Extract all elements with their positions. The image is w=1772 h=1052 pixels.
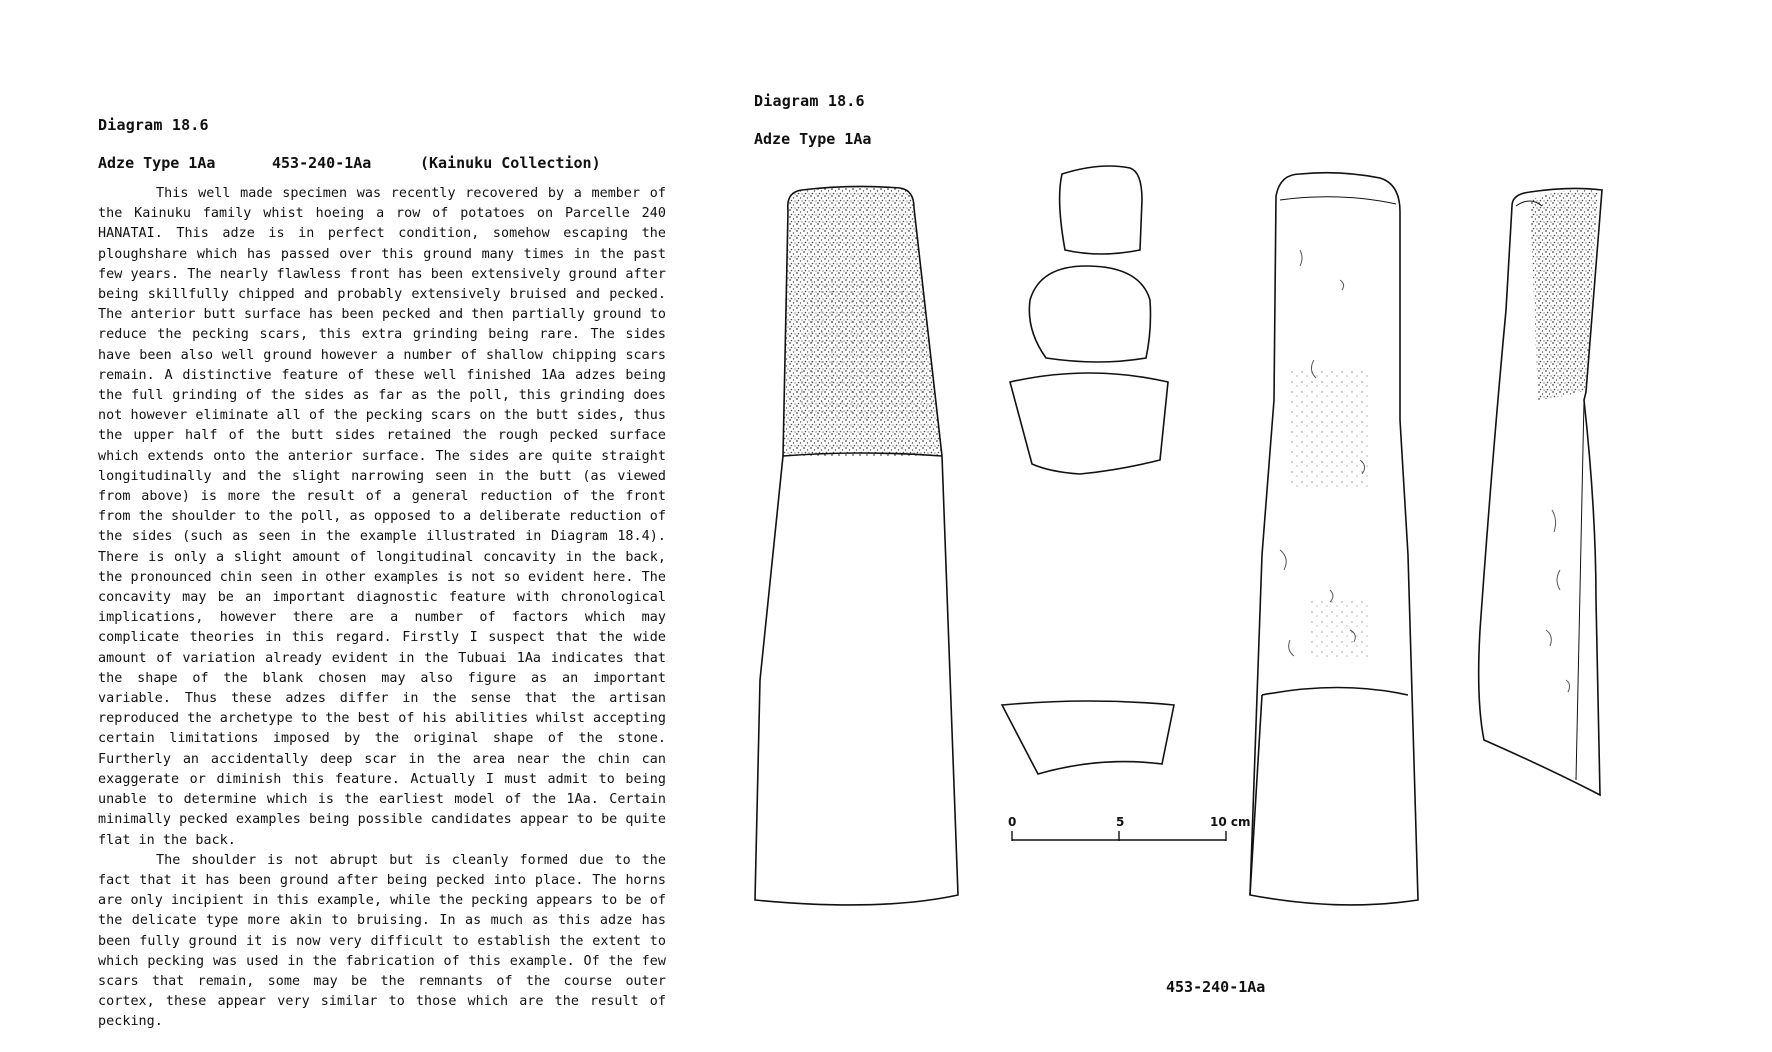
specimen-label: 453-240-1Aa — [1166, 978, 1266, 996]
section-blade — [1002, 701, 1174, 774]
left-diagram-title: Diagram 18.6 — [98, 116, 209, 134]
adze-type-label: Adze Type 1Aa — [98, 154, 216, 172]
scale-tick-10cm: 10 cm — [1210, 815, 1251, 829]
right-subtitle: Adze Type 1Aa — [754, 130, 872, 148]
scale-tick-0: 0 — [1008, 815, 1017, 829]
back-view — [1250, 173, 1418, 905]
right-diagram-title: Diagram 18.6 — [754, 92, 865, 110]
section-middle — [1010, 373, 1168, 474]
section-poll — [1060, 166, 1142, 254]
back-bevel-line — [1262, 688, 1408, 696]
front-butt-stipple-light — [796, 280, 936, 420]
catalog-number: 453-240-1Aa — [272, 154, 372, 172]
cross-sections — [1002, 166, 1174, 774]
paragraph-2: The shoulder is not abrupt but is cleanly formed due to the fact that it has been ground after being pecked into place. The horns are only incipient in this example, while the pecking appears to be of the delicate type more akin to bruising. In as much as this adze has been fully ground it is now very difficult to establish the extent to which pecking was used in the fabrication of this example. Of the few scars that remain, some may be the remnants of the course outer cortex, these appear very similar to those which are the result of pecking. — [98, 852, 666, 1030]
paragraph-1: This well made specimen was recently recovered by a member of the Kainuku family whist hoeing a row of potatoes on Parcelle 240 HANATAI. This adze is in perfect condition, somehow escaping the ploughshare which has passed over this ground many times in the past few years. The nearly flawless front has been extensively ground after being skillfully chipped and probably extensively bruised and pecked. The anterior butt surface has been pecked and then partially ground to reduce the pecking scars, this extra grinding being rare. The sides have been also well ground however a number of shallow chipping scars remain. A distinctive feature of these well finished 1Aa adzes being the full grinding of the sides as far as the poll, this grinding does not however eliminate all of the pecking scars on the butt sides, thus the upper half of the butt sides retained the rough pecked surface which extends onto the anterior surface. The sides are quite straight longitudinally and the slight narrowing seen in the butt (as viewed from above) is more the result of a general reduction of the front from the shoulder to the poll, as opposed to a deliberate reduction of the sides (such as seen in the example illustrated in Diagram 18.4). There is only a slight amount of longitudinal concavity in the back, the pronounced chin seen in other examples is not so evident here. The concavity may be an important diagnostic feature with chronological implications, however there are a number of factors which may complicate theories in this regard. Firstly I suspect that the wide amount of variation already evident in the Tubuai 1Aa indicates that the shape of the blank chosen may also figure as an important variable. Thus these adzes differ in the sense that the artisan reproduced the archetype to the best of his abilities whilst accepting certain limitations imposed by the original shape of the stone. Furtherly an accidentally deep scar in the area near the chin can exaggerate or diminish this feature. Actually I must admit to being unable to determine which is the earliest model of the 1Aa. Certain minimally pecked examples being possible candidates appear to be quite flat in the back. — [98, 186, 666, 848]
right-page-header — [754, 92, 871, 148]
front-view — [755, 186, 958, 905]
scale-tick-5: 5 — [1116, 815, 1125, 829]
back-poll-edge — [1280, 197, 1396, 204]
section-upper — [1029, 266, 1150, 362]
adze-drawing — [740, 160, 1750, 990]
scale-bar — [1012, 831, 1226, 841]
collection-name: (Kainuku Collection) — [420, 154, 601, 172]
back-outline — [1250, 173, 1418, 905]
back-speckle-lower — [1308, 600, 1368, 660]
side-inner-line — [1576, 400, 1584, 780]
description-text — [98, 184, 666, 1033]
back-speckle — [1288, 370, 1368, 490]
left-page — [98, 116, 666, 1033]
side-scars — [1546, 510, 1570, 692]
left-subtitle-row — [98, 154, 666, 172]
side-view — [1479, 188, 1602, 795]
